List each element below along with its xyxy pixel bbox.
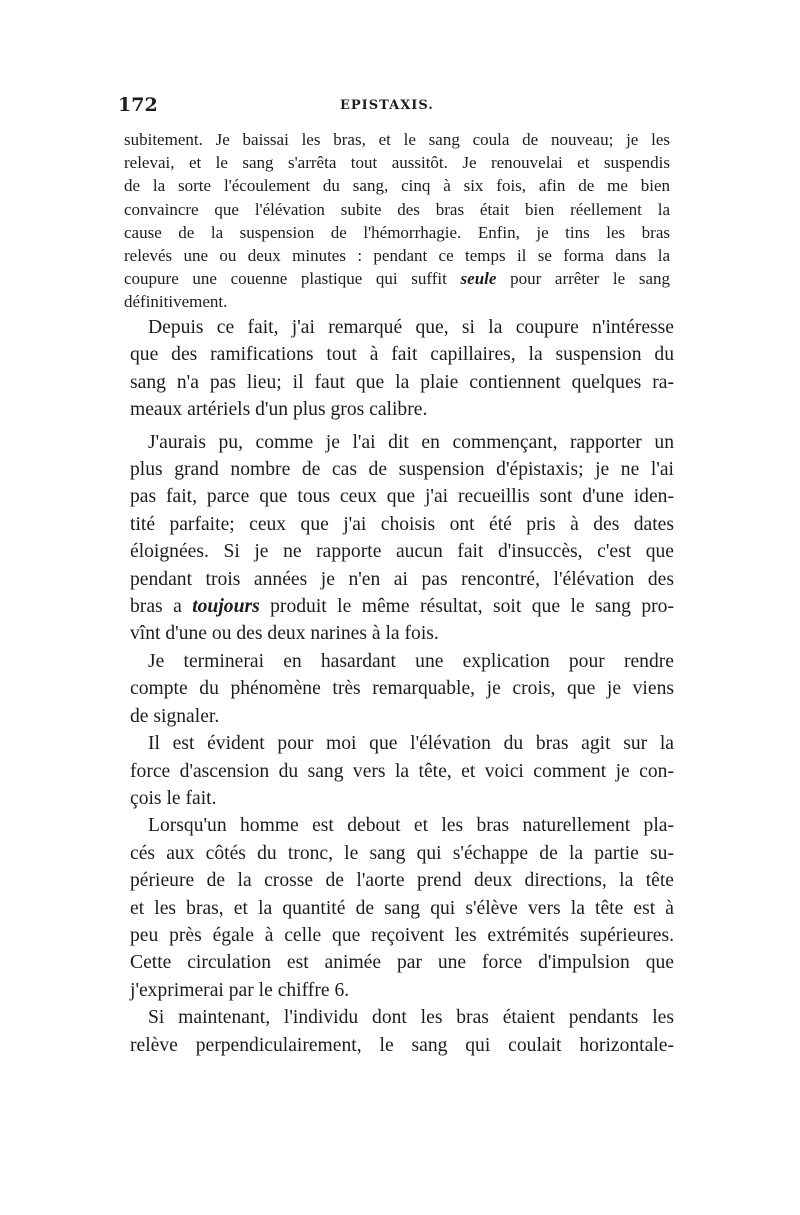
text-line: tité parfaite; ceux que j'ai choisis ont été pris à des dates [130,513,674,535]
text-line: de la sorte l'écoulement du sang, cinq à six fois, afin de me bien [124,176,670,196]
text-line: Lorsqu'un homme est debout et les bras naturellement pla- [148,815,674,837]
text-fragment: produit le même résultat, soit que le sang pro- [259,596,674,618]
running-head [118,94,678,124]
text-line: cés aux côtés du tronc, le sang qui s'échappe de la partie su- [130,842,674,864]
emphasized-word: toujours [192,596,260,618]
text-line: relève perpendiculairement, le sang qui coulait horizontale- [130,1034,674,1056]
text-line: Je terminerai en hasardant une explication pour rendre [148,650,674,672]
text-line: J'aurais pu, comme je l'ai dit en commençant, rapporter un [148,431,674,453]
paragraph-si [130,1004,674,1059]
text-line: définitivement. [124,292,228,312]
text-line: plus grand nombre de cas de suspension d'épistaxis; je ne l'ai [130,459,674,481]
text-line-with-emphasis [130,593,674,620]
text-line: çois le fait. [130,787,217,809]
text-line: j'exprimerai par le chiffre 6. [130,979,350,1001]
text-line: que des ramifications tout à fait capillaires, la suspension du [130,344,674,366]
continued-paragraph [124,128,670,314]
paragraph-jaurais [130,429,674,648]
text-line: sang n'a pas lieu; il faut que la plaie contiennent quelques ra- [130,371,674,393]
text-line-with-emphasis [124,267,670,290]
text-line: compte du phénomène très remarquable, je crois, que je viens [130,678,674,700]
text-line: Cette circulation est animée par une force d'impulsion que [130,952,674,974]
emphasized-word: seule [460,269,497,289]
text-line: éloignées. Si je ne rapporte aucun fait d'insuccès, c'est que [130,541,674,563]
text-line: convaincre que l'élévation subite des bras était bien réellement la [124,199,670,219]
text-fragment: pour arrêter le sang [496,269,670,289]
text-line: Depuis ce fait, j'ai remarqué que, si la coupure n'intéresse [148,317,674,338]
running-title: EPISTAXIS. [340,98,434,113]
text-line: relevés une ou deux minutes : pendant ce temps il se forma dans la [124,246,670,266]
paragraph-terminerai [130,648,674,730]
text-line: de signaler. [130,705,220,727]
text-line: subitement. Je baissai les bras, et le sang coula de nouveau; je les [124,130,670,149]
paragraph-depuis [130,314,674,424]
page-number: 172 [118,94,158,116]
main-text [130,314,674,1059]
text-fragment: coupure une couenne plastique qui suffit [124,269,461,289]
text-line: meaux artériels d'un plus gros calibre. [130,399,428,421]
text-line: périeure de la crosse de l'aorte prend deux directions, la tête [130,870,674,892]
paragraph-evident [130,730,674,812]
text-fragment: bras a [130,596,193,618]
text-line: Il est évident pour moi que l'élévation du bras agit sur la [148,733,674,755]
text-line: relevai, et le sang s'arrêta tout aussitôt. Je renouvelai et suspendis [124,153,670,173]
text-line: Si maintenant, l'individu dont les bras étaient pendants les [148,1007,674,1029]
text-line: cause de la suspension de l'hémorrhagie. Enfin, je tins les bras [124,222,670,242]
text-line: force d'ascension du sang vers la tête, et voici comment je con- [130,760,674,782]
text-line: vînt d'une ou des deux narines à la fois. [130,623,439,645]
text-line: peu près égale à celle que reçoivent les extrémités supérieures. [130,924,674,946]
text-line: et les bras, et la quantité de sang qui s'élève vers la tête est à [130,897,674,919]
text-line: pendant trois années je n'en ai pas rencontré, l'élévation des [130,568,674,590]
text-line: pas fait, parce que tous ceux que j'ai recueillis sont d'une iden- [130,486,674,508]
paragraph-lorsqu [130,812,674,1004]
